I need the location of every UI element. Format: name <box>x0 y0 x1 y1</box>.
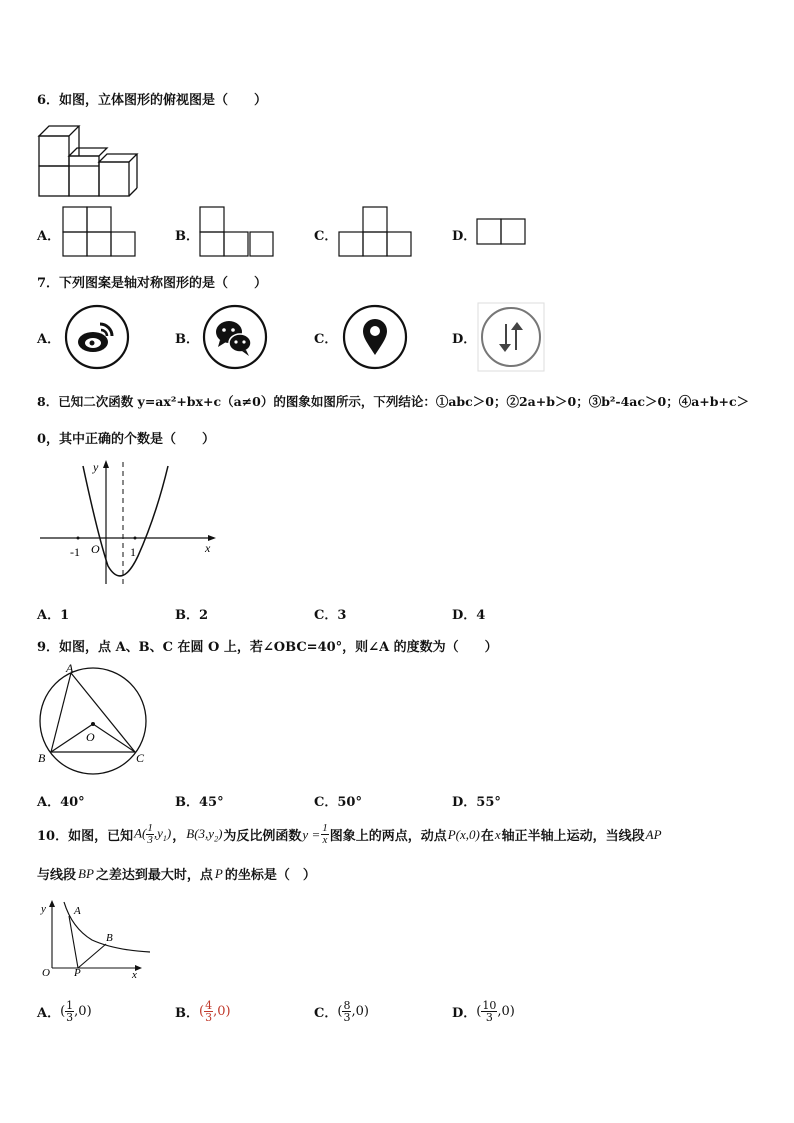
q8-option-b[interactable]: B．2 <box>175 608 209 623</box>
q10-comma: ， <box>172 829 186 844</box>
q10-x-var: x <box>494 826 501 842</box>
q10-option-b[interactable]: B． ( $\frac{4}{3}$ ,0) <box>175 999 231 1024</box>
q8-stem-line2: 0，其中正确的个数是（ ） <box>37 432 216 447</box>
q10-func-den: x <box>322 834 328 846</box>
q6-option-a-figure[interactable] <box>62 206 136 258</box>
q8-option-d[interactable]: D．4 <box>452 608 486 623</box>
q10-line2-c: 的坐标是（ ） <box>224 868 316 883</box>
q10-func-y: y = <box>302 826 321 842</box>
q8-option-a[interactable]: A．1 <box>37 608 70 623</box>
q10-after-func: 图象上的两点，动点 <box>329 829 447 844</box>
q10-option-a-label: A． <box>37 1006 61 1021</box>
q9-stem: 9．如图，点 A、B、C 在圆 O 上，若∠OBC=40°，则∠A 的度数为（ ） <box>37 640 498 655</box>
q10-line2-b: 之差达到最大时，点 <box>95 868 213 883</box>
q9-label-o: O <box>86 730 95 744</box>
q10-a-x-num: 1 <box>147 822 153 834</box>
q10-option-a-num: 1 <box>66 999 74 1012</box>
q10-option-c-den: 3 <box>343 1011 351 1024</box>
q6-solid-figure <box>36 122 140 198</box>
q10-option-c-tail: ,0) <box>351 1004 369 1019</box>
q10-option-c[interactable]: C． ( $\frac{8}{3}$ ,0) <box>314 999 369 1024</box>
q8-neg-one-label: -1 <box>70 545 80 559</box>
q10-option-d-den: 3 <box>485 1011 493 1024</box>
weibo-icon[interactable] <box>62 302 132 372</box>
up-down-arrows-icon[interactable] <box>477 302 545 372</box>
q10-stem-line2 <box>37 864 316 883</box>
q6-option-c-label[interactable]: C． <box>314 229 338 244</box>
q10-graph-b: B <box>106 932 113 944</box>
q7-option-d-label[interactable]: D． <box>452 332 477 347</box>
q10-graph-y: y <box>41 903 46 915</box>
q6-option-c-figure[interactable] <box>338 206 414 258</box>
q10-a-close: ) <box>166 825 172 841</box>
q10-option-b-label: B． <box>175 1006 199 1021</box>
q8-origin-label: O <box>91 542 100 556</box>
q7-option-b-label[interactable]: B． <box>175 332 199 347</box>
q10-option-c-num: 8 <box>343 999 351 1012</box>
q10-option-d-tail: ,0) <box>497 1004 515 1019</box>
q10-b-point: B(3,y <box>186 825 215 841</box>
q8-parabola-graph <box>38 456 220 588</box>
q9-label-a: A <box>66 661 74 675</box>
q10-a-name: A( <box>134 825 147 841</box>
q8-y-label: y <box>93 460 99 474</box>
q10-option-d[interactable]: D． ( $\frac{10}{3}$ ,0) <box>452 999 515 1024</box>
q10-graph <box>38 898 154 980</box>
q10-option-a-tail: ,0) <box>74 1004 92 1019</box>
q10-bp: BP <box>78 865 94 881</box>
wechat-icon[interactable] <box>200 302 270 372</box>
q10-point-b <box>186 826 222 844</box>
q10-option-a[interactable]: A． ( $\frac{1}{3}$ ,0) <box>37 999 92 1024</box>
q10-graph-a: A <box>74 905 81 917</box>
q6-option-b-figure[interactable] <box>199 206 275 258</box>
q6-option-b-label[interactable]: B． <box>175 229 199 244</box>
q10-graph-o: O <box>42 967 50 979</box>
q10-graph-p: P <box>74 967 81 979</box>
q10-option-b-tail: ,0) <box>213 1004 231 1019</box>
q9-label-b: B <box>38 751 46 765</box>
q7-option-a-label[interactable]: A． <box>37 332 61 347</box>
q10-a-rest: ,y <box>153 825 163 841</box>
q7-option-c-label[interactable]: C． <box>314 332 338 347</box>
q10-point-a <box>134 823 171 846</box>
q9-circle-figure <box>36 660 152 776</box>
q10-tail: 轴正半轴上运动，当线段 <box>501 829 645 844</box>
q10-option-c-fraction <box>342 1000 351 1023</box>
q10-option-b-num: 4 <box>205 999 213 1012</box>
q10-ap: AP <box>645 826 662 842</box>
q10-stem-line1 <box>37 823 662 846</box>
q10-option-b-den: 3 <box>205 1011 213 1024</box>
q6-option-d-label[interactable]: D． <box>452 229 477 244</box>
q10-a-x-fraction <box>146 823 154 846</box>
q8-option-c[interactable]: C．3 <box>314 608 347 623</box>
q10-option-a-fraction <box>65 1000 74 1023</box>
q10-a-sub: 1 <box>162 834 167 844</box>
q10-option-d-label: D． <box>452 1006 477 1021</box>
q9-option-d[interactable]: D．55° <box>452 795 501 810</box>
q10-mid: 为反比例函数 <box>223 829 302 844</box>
q6-option-d-figure[interactable] <box>476 218 528 246</box>
q10-line2-a: 与线段 <box>37 868 77 883</box>
q10-b-close: ) <box>218 825 223 841</box>
q6-option-a-label[interactable]: A． <box>37 229 61 244</box>
location-pin-icon[interactable] <box>340 302 410 372</box>
q10-p: P <box>214 865 223 881</box>
q9-option-c[interactable]: C．50° <box>314 795 362 810</box>
q8-one-label: 1 <box>130 545 136 559</box>
q9-label-c: C <box>136 751 145 765</box>
q9-option-b[interactable]: B．45° <box>175 795 224 810</box>
q10-graph-x: x <box>132 969 137 980</box>
q10-func-num: 1 <box>322 822 328 834</box>
q10-b-sub: 2 <box>214 834 219 844</box>
q10-on: 在 <box>480 829 494 844</box>
q10-intro: 10．如图，已知 <box>37 829 134 844</box>
q8-stem-line1: 8．已知二次函数 y=ax²+bx+c（a≠0）的图象如图所示，下列结论：①abc＞0；②2a+b＞0；③b²-4ac＞0；④a+b+c＞ <box>37 394 750 409</box>
q10-a-x-den: 3 <box>147 834 153 846</box>
q10-option-d-num: 10 <box>482 999 497 1012</box>
q10-p-point: P(x,0) <box>447 826 480 842</box>
q10-option-a-den: 3 <box>66 1011 74 1024</box>
q7-stem: 7．下列图案是轴对称图形的是（ ） <box>37 276 268 291</box>
q9-option-a[interactable]: A．40° <box>37 795 85 810</box>
q10-option-b-fraction <box>204 1000 213 1023</box>
q8-x-label: x <box>205 541 211 555</box>
q10-option-d-fraction <box>481 1000 497 1023</box>
q10-option-c-label: C． <box>314 1006 338 1021</box>
q6-stem: 6．如图，立体图形的俯视图是（ ） <box>37 93 268 108</box>
q10-func-fraction <box>321 823 329 846</box>
